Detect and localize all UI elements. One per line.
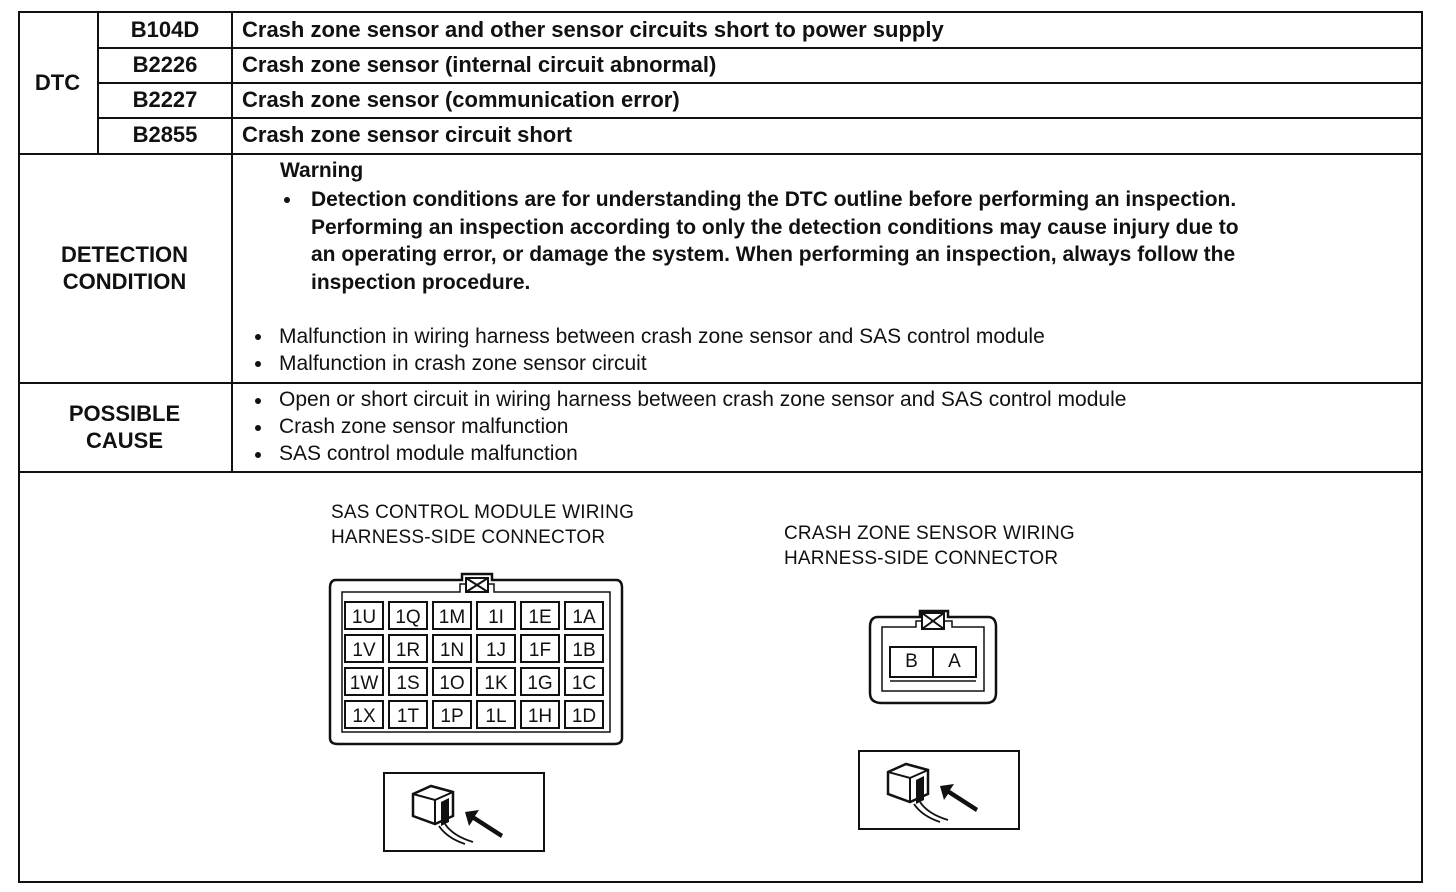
sas-pin-1u: 1U xyxy=(344,601,384,630)
bullet-icon xyxy=(255,334,261,340)
possible-cause-item: Open or short circuit in wiring harness between crash zone sensor and SAS control module xyxy=(279,388,1127,411)
possible-cause-item: Crash zone sensor malfunction xyxy=(279,415,569,438)
sas-pin-1j: 1J xyxy=(476,634,516,663)
bullet-icon xyxy=(255,452,261,458)
row-divider xyxy=(97,82,1423,84)
possible-cause-label xyxy=(18,400,231,454)
sas-pin-1b: 1B xyxy=(564,634,604,663)
dtc-label: DTC xyxy=(34,70,81,95)
sas-pin-1g: 1G xyxy=(520,667,560,696)
row-divider xyxy=(18,471,1423,473)
sas-pin-1r: 1R xyxy=(388,634,428,663)
sas-pin-1q: 1Q xyxy=(388,601,428,630)
dtc-description: Crash zone sensor (communication error) xyxy=(242,87,680,112)
col-divider xyxy=(231,11,233,472)
crash-caption-line1: CRASH ZONE SENSOR WIRING xyxy=(784,523,1075,544)
warning-line: an operating error, or damage the system. When performing an inspection, always follow the xyxy=(311,243,1236,266)
possible-cause-label-line1: POSSIBLE xyxy=(68,401,181,426)
harness-side-connector-view-icon xyxy=(383,772,545,852)
bullet-icon xyxy=(255,361,261,367)
sas-pin-1v: 1V xyxy=(344,634,384,663)
sas-pin-1m: 1M xyxy=(432,601,472,630)
bullet-icon xyxy=(255,425,261,431)
row-divider xyxy=(97,117,1423,119)
bullet-icon xyxy=(284,197,290,203)
detection-label-line2: CONDITION xyxy=(62,269,187,294)
detection-condition-label xyxy=(18,241,231,295)
sas-pin-1o: 1O xyxy=(432,667,472,696)
sas-pin-1p: 1P xyxy=(432,700,472,729)
crash-pin-b: B xyxy=(905,651,918,672)
sas-pin-1s: 1S xyxy=(388,667,428,696)
warning-line: Performing an inspection according to only the detection conditions may cause injury due to xyxy=(311,216,1239,239)
crash-caption-line2: HARNESS-SIDE CONNECTOR xyxy=(784,548,1059,569)
dtc-description: Crash zone sensor (internal circuit abnormal) xyxy=(242,52,717,77)
sas-pin-1w: 1W xyxy=(344,667,384,696)
warning-line: inspection procedure. xyxy=(311,271,531,294)
dtc-description: Crash zone sensor and other sensor circuits short to power supply xyxy=(242,17,944,42)
bullet-icon xyxy=(255,398,261,404)
warning-line: Detection conditions are for understanding the DTC outline before performing an inspection. xyxy=(311,188,1237,211)
sas-connector-caption xyxy=(331,500,634,550)
harness-side-connector-view-icon xyxy=(858,750,1020,830)
row-divider xyxy=(97,47,1423,49)
possible-cause-item: SAS control module malfunction xyxy=(279,442,578,465)
row-divider xyxy=(18,153,1423,155)
crash-connector-caption xyxy=(784,521,1075,571)
detection-item: Malfunction in wiring harness between crash zone sensor and SAS control module xyxy=(279,325,1045,348)
dtc-code: B2226 xyxy=(132,52,198,77)
possible-cause-label-line2: CAUSE xyxy=(85,428,163,453)
row-divider xyxy=(18,382,1423,384)
dtc-code: B2855 xyxy=(132,122,198,147)
sas-pin-1t: 1T xyxy=(388,700,428,729)
sas-pin-1n: 1N xyxy=(432,634,472,663)
sas-pin-1i: 1I xyxy=(476,601,516,630)
dtc-code: B104D xyxy=(130,17,200,42)
sas-pin-1f: 1F xyxy=(520,634,560,663)
sas-pin-1c: 1C xyxy=(564,667,604,696)
detection-item: Malfunction in crash zone sensor circuit xyxy=(279,352,647,375)
crash-pin-a: A xyxy=(948,651,961,672)
dtc-code: B2227 xyxy=(132,87,198,112)
sas-pin-1a: 1A xyxy=(564,601,604,630)
sas-pin-1x: 1X xyxy=(344,700,384,729)
sas-caption-line2: HARNESS-SIDE CONNECTOR xyxy=(331,527,606,548)
sas-pin-1d: 1D xyxy=(564,700,604,729)
sas-pin-1k: 1K xyxy=(476,667,516,696)
dtc-description: Crash zone sensor circuit short xyxy=(242,122,573,147)
sas-pin-1l: 1L xyxy=(476,700,516,729)
sas-pin-labels xyxy=(344,601,608,733)
warning-title: Warning xyxy=(280,159,364,182)
sas-pin-1h: 1H xyxy=(520,700,560,729)
sas-pin-1e: 1E xyxy=(520,601,560,630)
sas-caption-line1: SAS CONTROL MODULE WIRING xyxy=(331,502,635,523)
detection-label-line1: DETECTION xyxy=(60,242,189,267)
